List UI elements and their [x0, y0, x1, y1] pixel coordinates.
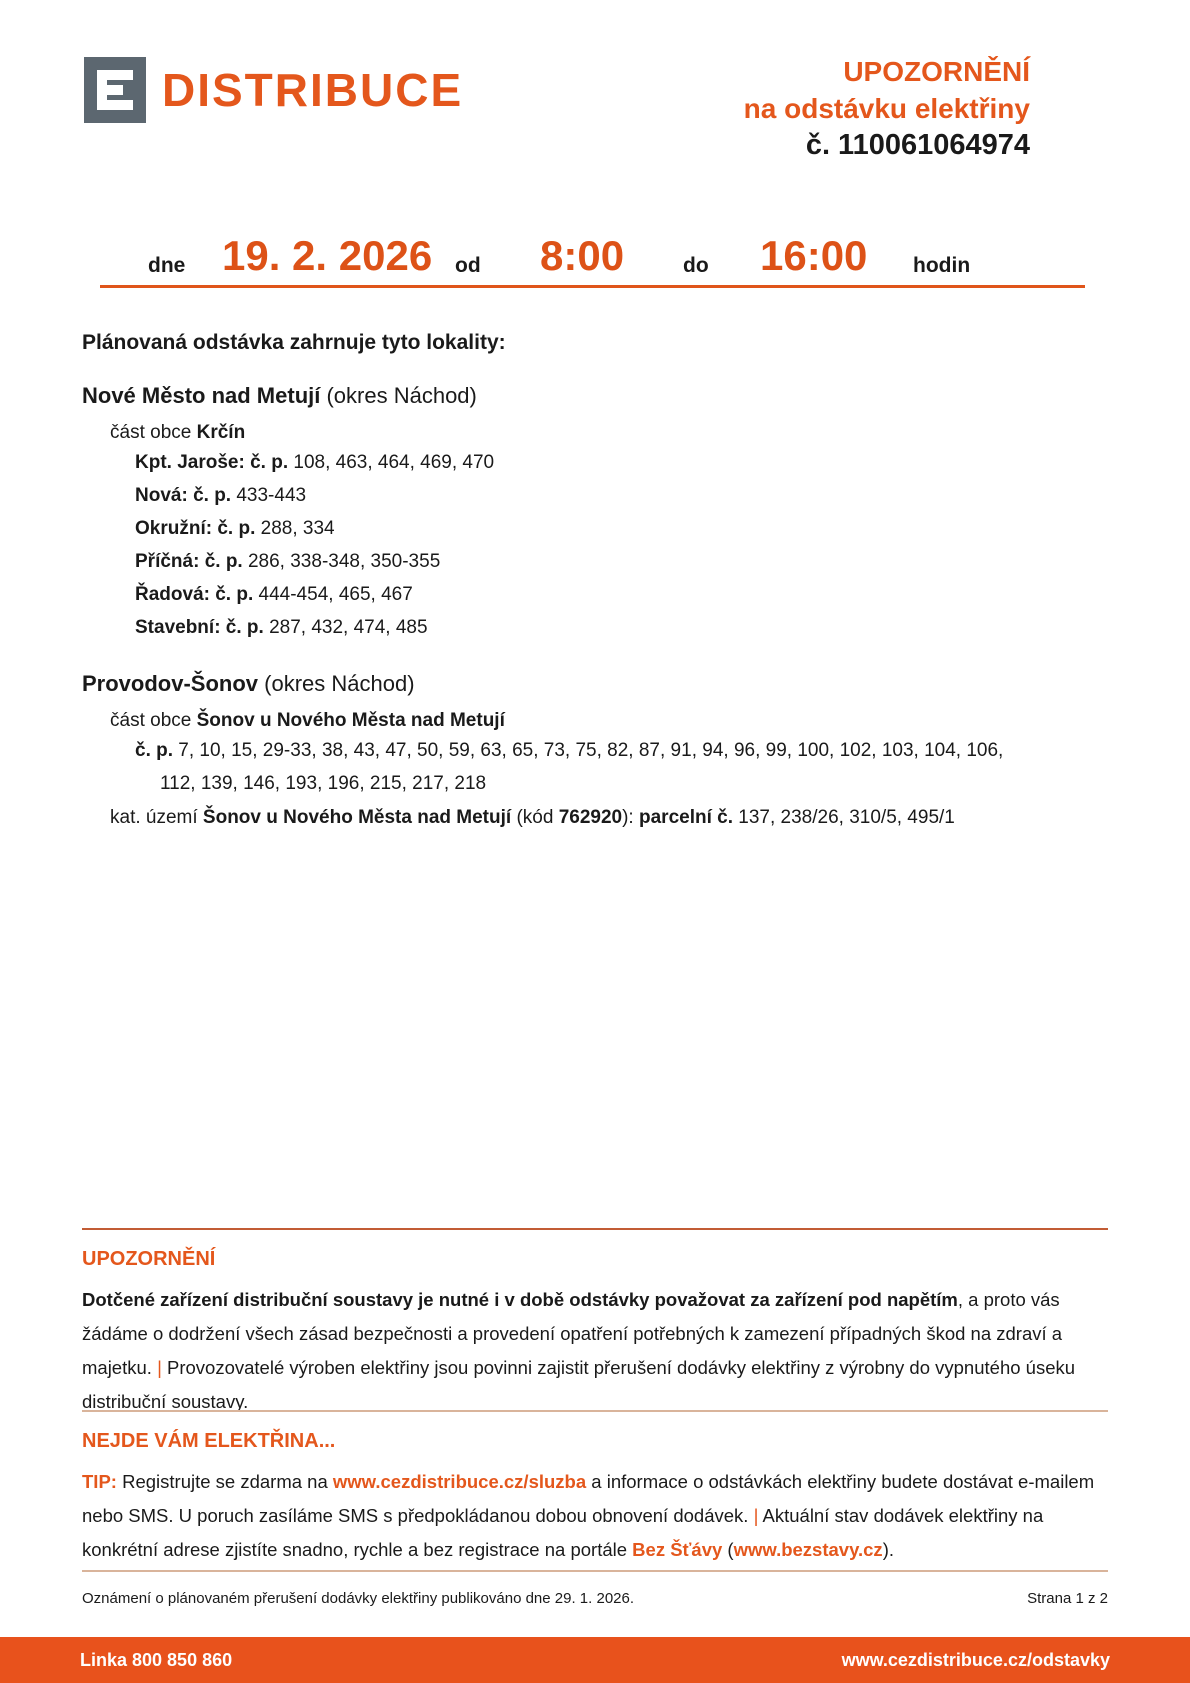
street-item: Okružní: č. p. 288, 334 [135, 518, 335, 539]
publication-note [82, 1590, 1108, 1607]
section-divider [82, 1228, 1108, 1230]
notice-number: č. 110061064974 [805, 129, 1030, 161]
warning-section [82, 1248, 1108, 1419]
helpline-phone: Linka 800 850 860 [80, 1649, 233, 1670]
page-number: Strana 1 z 2 [1027, 1590, 1108, 1607]
street-item: Stavební: č. p. 287, 432, 474, 485 [135, 617, 428, 638]
cez-logo-e-stroke [97, 100, 133, 110]
cezdistribuce-sluzba-link[interactable]: www.cezdistribuce.cz/sluzba [332, 1471, 587, 1492]
publication-text: Oznámení o plánovaném přerušení dodávky elektřiny publikováno dne 29. 1. 2026. [82, 1590, 635, 1607]
brand-wordmark: DISTRIBUCE [162, 64, 464, 116]
pipe-separator: | [157, 1357, 162, 1378]
outage-time-from: 8:00 [540, 232, 625, 279]
outage-time-to: 16:00 [760, 232, 868, 279]
label-hodin: hodin [913, 254, 971, 277]
tip-text: TIP: Registrujte se zdarma na www.cezdistribuce.cz/sluzba a informace o odstávkách elektřiny budete dostávat e-mailem nebo SMS. U poruch zasíláme SMS s předpokládanou dobou obnovení dodávek. | Aktuální stav dodávek elektřiny na konkrétní adrese zjistíte snadno, rychle a bez registrace na portále Bez Šťávy (www.bezstavy.cz). [82, 1471, 1095, 1560]
pipe-separator: | [753, 1505, 759, 1526]
cez-logo-e-stroke [97, 85, 123, 95]
localities-section [82, 330, 1034, 834]
label-do: do [683, 254, 709, 277]
street-list [135, 446, 1034, 644]
date-underline [100, 285, 1085, 288]
house-numbers: č. p. 7, 10, 15, 29-33, 38, 43, 47, 50, 59, 63, 65, 73, 75, 82, 87, 91, 94, 96, 99, 100, 102, 103, 104, 106, 112, 139, 146, 193, 196, 215, 217, 218 [135, 740, 1004, 794]
odstavky-url[interactable]: www.cezdistribuce.cz/odstavky [841, 1649, 1110, 1670]
street-item: Řadová: č. p. 444-454, 465, 467 [135, 584, 413, 605]
localities-title: Plánovaná odstávka zahrnuje tyto lokality: [82, 331, 506, 354]
notice-title: UPOZORNĚNÍ [843, 56, 1030, 87]
warning-heading: UPOZORNĚNÍ [82, 1248, 216, 1270]
cez-logo-icon [84, 57, 146, 123]
tip-section [82, 1430, 1108, 1567]
locality-part: část obce Šonov u Nového Města nad Metují [110, 710, 505, 731]
cez-logo-e-stroke [97, 70, 133, 80]
cadastral-line: kat. území Šonov u Nového Města nad Metují (kód 762920): parcelní č. 137, 238/26, 310/5, 495/1 [110, 807, 955, 828]
footer-divider [82, 1570, 1108, 1572]
locality-name: Provodov-Šonov (okres Náchod) [82, 671, 415, 696]
tip-heading: NEJDE VÁM ELEKTŘINA... [82, 1430, 336, 1452]
locality-part: část obce Krčín [110, 422, 246, 443]
section-divider [82, 1410, 1108, 1412]
tip-label: TIP: [82, 1471, 117, 1492]
bezstavy-link[interactable]: www.bezstavy.cz [733, 1539, 883, 1560]
notice-subtitle: na odstávku elektřiny [743, 93, 1030, 124]
footer-bar [0, 1637, 1190, 1683]
outage-datetime-bar [0, 228, 1190, 290]
street-item: Kpt. Jaroše: č. p. 108, 463, 464, 469, 470 [135, 452, 495, 473]
label-od: od [455, 254, 481, 277]
street-item: Příčná: č. p. 286, 338-348, 350-355 [135, 551, 441, 572]
warning-text: Dotčené zařízení distribuční soustavy je nutné i v době odstávky považovat za zařízení pod napětím, a proto vás žádáme o dodržení všech zásad bezpečnosti a provedení opatření potřebných k zamezení případných škod na zdraví a majetku. | Provozovatelé výroben elektřiny jsou povinni zajistit přerušení dodávky elektřiny z výrobny do vypnutého úseku distribuční soustavy. [82, 1289, 1076, 1412]
street-item: Nová: č. p. 433-443 [135, 485, 307, 506]
locality-name: Nové Město nad Metují (okres Náchod) [82, 383, 477, 408]
bezstavy-brand: Bez Šťávy [632, 1539, 723, 1560]
label-dne: dne [148, 254, 186, 277]
outage-date: 19. 2. 2026 [222, 232, 433, 279]
notice-header [744, 53, 1030, 164]
